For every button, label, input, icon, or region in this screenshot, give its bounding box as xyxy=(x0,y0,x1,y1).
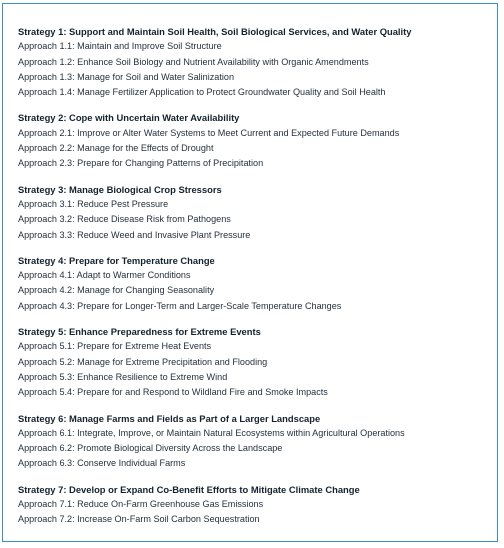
approach-item: Approach 6.2: Promote Biological Diversity Across the Landscape xyxy=(18,443,283,454)
approach-item: Approach 5.4: Prepare for and Respond to Wildland Fire and Smoke Impacts xyxy=(18,387,328,398)
strategy-1 xyxy=(18,24,491,100)
approach-item: Approach 4.2: Manage for Changing Seasonality xyxy=(18,285,215,296)
strategy-7 xyxy=(18,482,491,528)
approach-item: Approach 7.2: Increase On-Farm Soil Carbon Sequestration xyxy=(18,514,260,525)
strategy-title: Strategy 4: Prepare for Temperature Change xyxy=(18,254,215,266)
strategy-3 xyxy=(18,182,491,243)
strategy-title: Strategy 5: Enhance Preparedness for Extreme Events xyxy=(18,326,261,338)
approach-item: Approach 1.2: Enhance Soil Biology and Nutrient Availability with Organic Amendments xyxy=(18,56,369,67)
strategy-4 xyxy=(18,253,491,314)
strategy-2 xyxy=(18,110,491,171)
approach-item: Approach 5.1: Prepare for Extreme Heat Events xyxy=(18,341,212,352)
strategy-title: Strategy 7: Develop or Expand Co-Benefit Efforts to Mitigate Climate Change xyxy=(18,483,360,495)
strategy-title: Strategy 1: Support and Maintain Soil Health, Soil Biological Services, and Water Quality xyxy=(18,26,412,37)
strategy-title: Strategy 6: Manage Farms and Fields as Part of a Larger Landscape xyxy=(18,412,321,424)
approach-item: Approach 5.3: Enhance Resilience to Extreme Wind xyxy=(18,371,228,382)
approach-item: Approach 2.2: Manage for the Effects of Drought xyxy=(18,143,214,154)
approach-item: Approach 1.3: Manage for Soil and Water Salinization xyxy=(18,71,235,82)
approach-item: Approach 3.1: Reduce Pest Pressure xyxy=(18,198,169,209)
approach-item: Approach 4.3: Prepare for Longer-Term and Larger-Scale Temperature Changes xyxy=(18,300,342,311)
strategy-title: Strategy 2: Cope with Uncertain Water Availability xyxy=(18,112,240,124)
approach-item: Approach 1.4: Manage Fertilizer Application to Protect Groundwater Quality and Soil Health xyxy=(18,87,386,98)
strategy-list xyxy=(18,24,491,528)
approach-item: Approach 3.3: Reduce Weed and Invasive Plant Pressure xyxy=(18,229,251,240)
strategy-5 xyxy=(18,324,491,400)
approach-item: Approach 6.3: Conserve Individual Farms xyxy=(18,458,186,469)
approach-item: Approach 7.1: Reduce On-Farm Greenhouse Gas Emissions xyxy=(18,499,264,510)
approach-item: Approach 2.3: Prepare for Changing Patterns of Precipitation xyxy=(18,158,264,169)
strategy-title: Strategy 3: Manage Biological Crop Stressors xyxy=(18,183,222,195)
approach-item: Approach 4.1: Adapt to Warmer Conditions xyxy=(18,270,191,281)
strategy-6 xyxy=(18,411,491,472)
approach-item: Approach 3.2: Reduce Disease Risk from Pathogens xyxy=(18,214,231,225)
approach-item: Approach 5.2: Manage for Extreme Precipitation and Flooding xyxy=(18,356,268,367)
strategy-list-panel xyxy=(2,3,498,542)
approach-item: Approach 2.1: Improve or Alter Water Systems to Meet Current and Expected Future Demands xyxy=(18,127,400,138)
approach-item: Approach 1.1: Maintain and Improve Soil Structure xyxy=(18,41,222,52)
approach-item: Approach 6.1: Integrate, Improve, or Maintain Natural Ecosystems within Agricultural Operations xyxy=(18,427,405,438)
